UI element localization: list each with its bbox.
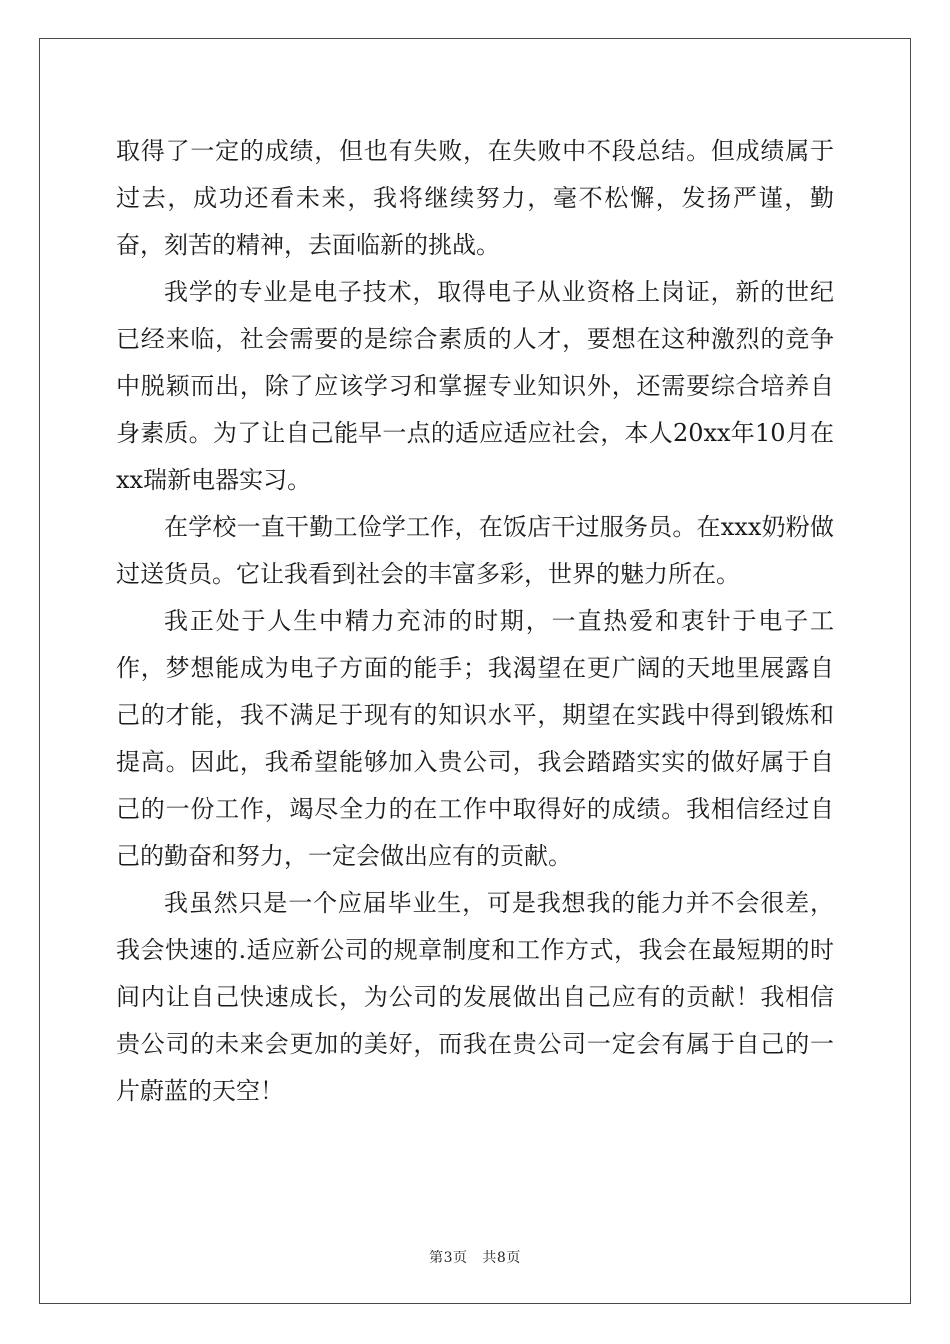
paragraph-aspiration: 我正处于人生中精力充沛的时期，一直热爱和衷针于电子工作，梦想能成为电子方面的能手；我渴望在更广阔的天地里展露自己的才能，我不满足于现有的知识水平，期望在实践中得到锻炼和提高。因此，我希望能够加入贵公司，我会踏踏实实的做好属于自己的一份工作，竭尽全力的在工作中取得好的成绩。我相信经过自己的勤奋和努力，一定会做出应有的贡献。 (116, 607, 834, 870)
paragraph-closing: 我虽然只是一个应届毕业生，可是我想我的能力并不会很差，我会快速的.适应新公司的规章制度和工作方式，我会在最短期的时间内让自己快速成长，为公司的发展做出自己应有的贡献！我相信贵公司的未来会更加的美好，而我在贵公司一定会有属于自己的一片蔚蓝的天空！ (116, 889, 834, 1105)
page-total: 共8页 (482, 1250, 521, 1266)
page-number: 第3页 (429, 1250, 468, 1266)
paragraph-continuation: 取得了一定的成绩，但也有失败，在失败中不段总结。但成绩属于过去，成功还看未来，我将继续努力，毫不松懈，发扬严谨，勤奋，刻苦的精神，去面临新的挑战。 (116, 137, 834, 259)
page-footer (0, 1247, 950, 1267)
document-body (116, 128, 834, 1115)
paragraph-work-experience: 在学校一直干勤工俭学工作，在饭店干过服务员。在xxx奶粉做过送货员。它让我看到社会的丰富多彩，世界的魅力所在。 (116, 513, 834, 588)
paragraph-major: 我学的专业是电子技术，取得电子从业资格上岗证，新的世纪已经来临，社会需要的是综合素质的人才，要想在这种激烈的竞争中脱颖而出，除了应该学习和掌握专业知识外，还需要综合培养自身素质。为了让自己能早一点的适应适应社会，本人20xx年10月在xx瑞新电器实习。 (116, 278, 834, 494)
